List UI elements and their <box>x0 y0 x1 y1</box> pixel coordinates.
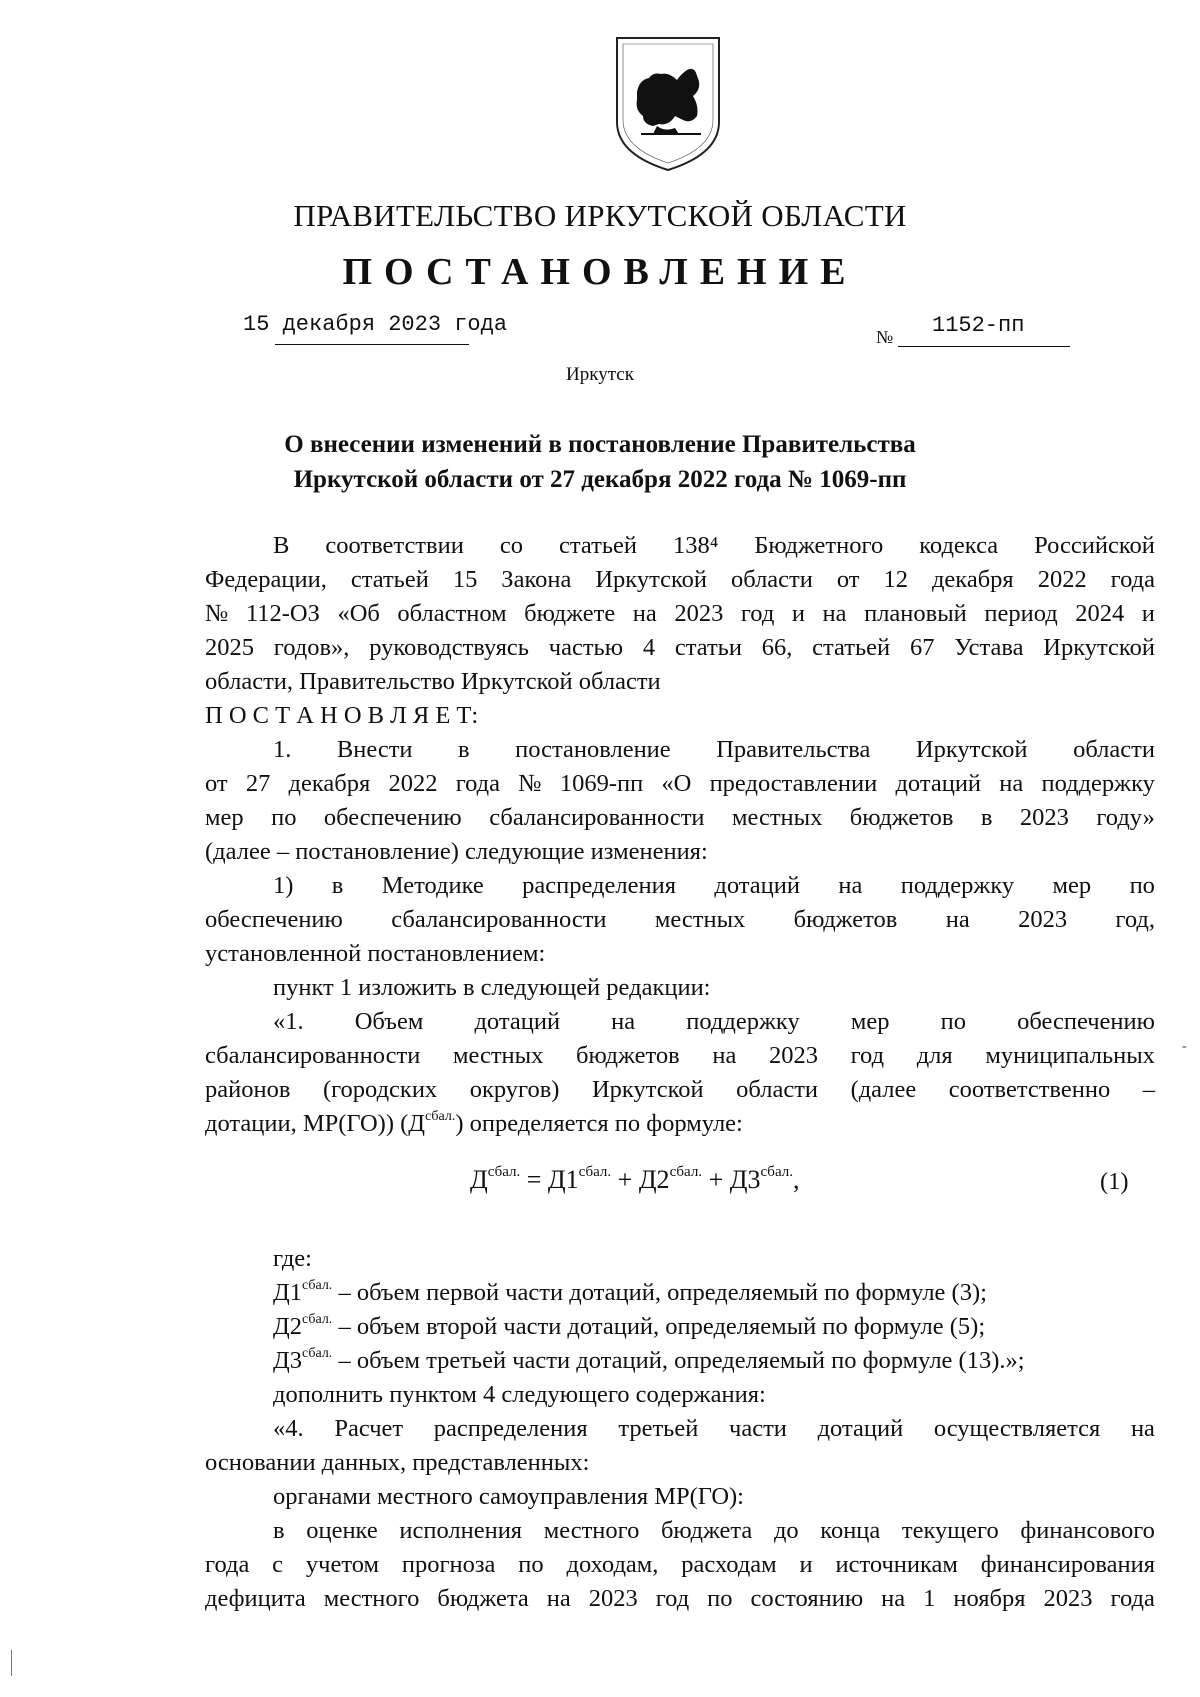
word: В <box>273 532 290 559</box>
paragraph-line: пункт 1 изложить в следующей редакции: <box>273 974 711 1001</box>
word: на <box>945 906 970 933</box>
word: округов) <box>469 1076 560 1103</box>
word: сбалансированности <box>391 906 607 933</box>
word: 138⁴ <box>673 532 719 559</box>
number-sign: № <box>876 327 894 347</box>
justified-line <box>205 1551 1155 1579</box>
word: статьей <box>812 634 891 661</box>
word: «4. <box>273 1415 304 1442</box>
word: в <box>331 872 344 899</box>
justified-line <box>205 906 1155 934</box>
word: 2022 <box>388 770 438 797</box>
word: «О <box>661 770 692 797</box>
word: мер <box>1052 872 1092 899</box>
word: 2023 <box>674 600 724 627</box>
word: 2023 <box>768 1042 818 1069</box>
word: 12 <box>883 566 908 593</box>
scan-artifact <box>11 1650 12 1676</box>
word: области <box>1073 736 1155 763</box>
word: 2023 <box>1018 906 1068 933</box>
word: состоянию <box>750 1585 864 1612</box>
justified-line <box>205 566 1155 594</box>
word: года <box>1110 566 1155 593</box>
word: Федерации, <box>205 566 327 593</box>
word: бюджетов <box>793 906 898 933</box>
justified-line <box>273 1008 1155 1036</box>
word: области <box>736 1076 819 1103</box>
word: сбалансированности <box>489 804 705 831</box>
word: поддержку <box>900 872 1015 899</box>
word: частью <box>548 634 624 661</box>
formula-number: (1) <box>1100 1168 1129 1195</box>
word: год, <box>1115 906 1155 933</box>
word: с <box>272 1551 284 1578</box>
document-body <box>205 0 1155 1697</box>
word: распределения <box>522 872 676 899</box>
word: и <box>799 1551 813 1578</box>
word: обеспечению <box>205 906 343 933</box>
word: № <box>205 600 229 627</box>
word: Расчет <box>334 1415 404 1442</box>
word: 1. <box>273 736 292 763</box>
word: 4 <box>642 634 656 661</box>
word: по <box>940 1008 966 1035</box>
word: на <box>881 1585 906 1612</box>
resolve-word: П О С Т А Н О В Л Я Е Т: <box>205 702 479 729</box>
word: обеспечению <box>323 804 462 831</box>
word: третьей <box>618 1415 699 1442</box>
word: части <box>729 1415 787 1442</box>
word: текущего <box>901 1517 999 1544</box>
word: на <box>712 1042 737 1069</box>
organization-name: ПРАВИТЕЛЬСТВО ИРКУТСКОЙ ОБЛАСТИ <box>293 198 907 233</box>
word: источникам <box>835 1551 958 1578</box>
word: 67 <box>909 634 935 661</box>
justified-line <box>273 1517 1155 1545</box>
word: бюджете <box>524 600 616 627</box>
margin-mark: - <box>1182 1039 1187 1054</box>
word: на <box>838 872 863 899</box>
word: статьей <box>350 566 429 593</box>
word: от <box>836 566 860 593</box>
word: 2023 <box>588 1585 638 1612</box>
title-line-2: Иркутской области от 27 декабря 2022 года № 1069-пп <box>293 466 907 493</box>
word: местных <box>654 906 746 933</box>
word: по <box>707 1585 733 1612</box>
word: дотаций <box>474 1008 561 1035</box>
document-number: 1152-пп <box>932 313 1025 338</box>
justified-line <box>273 872 1155 900</box>
word: учетом <box>305 1551 380 1578</box>
word: 1 <box>923 1585 936 1612</box>
word: в <box>458 736 470 763</box>
justified-line <box>205 1076 1155 1104</box>
word: Объем <box>354 1008 424 1035</box>
word: осуществляется <box>933 1415 1101 1442</box>
word: со <box>499 532 523 559</box>
word: Иркутской <box>595 566 707 593</box>
word: 2024 <box>1075 600 1125 627</box>
word: на <box>822 600 847 627</box>
paragraph-line: дополнить пунктом 4 следующего содержания: <box>273 1381 766 1408</box>
word: 27 <box>245 770 271 797</box>
word: муниципальных <box>985 1042 1155 1069</box>
word: Иркутской <box>591 1076 704 1103</box>
word: бюджетов <box>849 804 954 831</box>
word: поддержку <box>1041 770 1155 797</box>
word: области <box>730 566 813 593</box>
word: Иркутской <box>1043 634 1155 661</box>
word: мер <box>205 804 244 831</box>
justified-line <box>205 770 1155 798</box>
paragraph-line: установленной постановлением: <box>205 940 546 967</box>
word: конца <box>820 1517 881 1544</box>
word: по <box>1129 872 1155 899</box>
word: на <box>1130 1415 1155 1442</box>
word: распределения <box>433 1415 588 1442</box>
word: декабря <box>288 770 371 797</box>
word: на <box>632 600 657 627</box>
justified-line <box>205 1585 1155 1613</box>
word: местных <box>731 804 823 831</box>
word: на <box>546 1585 571 1612</box>
word: постановление <box>515 736 671 763</box>
word: оценке <box>306 1517 378 1544</box>
word: кодекса <box>919 532 999 559</box>
word: дотаций <box>817 1415 904 1442</box>
word: областном <box>397 600 507 627</box>
word: 2025 <box>205 634 254 661</box>
word: Российской <box>1034 532 1155 559</box>
word: статьи <box>674 634 742 661</box>
word: местных <box>452 1042 544 1069</box>
word: районов <box>205 1076 291 1103</box>
word: исполнения <box>399 1517 523 1544</box>
document-type: ПОСТАНОВЛЕНИЕ <box>342 251 858 293</box>
definition-d3: $Д3^{сбал.}$ – объем третьей части дотаций, определяемый по формуле (13).»; <box>273 1345 1025 1374</box>
word: (городских <box>322 1076 438 1103</box>
word: Устава <box>954 634 1024 661</box>
word: 1069-пп <box>559 770 644 797</box>
justified-line <box>273 1415 1155 1443</box>
word: года <box>455 770 501 797</box>
word: предоставлении <box>709 770 878 797</box>
word: 1) <box>273 872 294 899</box>
word: «Об <box>337 600 380 627</box>
justified-line <box>205 1042 1155 1070</box>
word: 2023 <box>1019 804 1069 831</box>
word: в <box>273 1517 285 1544</box>
word: и <box>1141 600 1155 627</box>
word: и <box>791 600 805 627</box>
word: соответственно <box>948 1076 1111 1103</box>
word: года <box>205 1551 250 1578</box>
where-label: где: <box>273 1245 312 1272</box>
word: доходам, <box>566 1551 659 1578</box>
word: 66, <box>761 634 793 661</box>
paragraph-line: области, Правительство Иркутской области <box>205 668 661 695</box>
word: 2023 <box>1043 1585 1093 1612</box>
word: дотаций <box>714 872 800 899</box>
word: год <box>850 1042 885 1069</box>
word: – <box>1142 1076 1155 1103</box>
city-name: Иркутск <box>566 364 634 385</box>
word: по <box>518 1551 544 1578</box>
word: дефицита <box>205 1585 306 1612</box>
word: Методике <box>381 872 484 899</box>
word: от <box>205 770 228 797</box>
paragraph-line: основании данных, представленных: <box>205 1449 590 1476</box>
document-date: 15 декабря 2023 года <box>243 312 508 337</box>
word: ноября <box>953 1585 1026 1612</box>
paragraph-line: (далее – постановление) следующие изменения: <box>205 838 708 865</box>
word: 15 <box>452 566 478 593</box>
word: годов», <box>273 634 350 661</box>
paragraph-line: дотации, МР(ГО)) $(Д^{сбал.})$ определяется по формуле: <box>205 1108 743 1137</box>
word: году» <box>1096 804 1155 831</box>
definition-d1: $Д1^{сбал.}$ – объем первой части дотаций, определяемый по формуле (3); <box>273 1277 987 1306</box>
word: бюджета <box>660 1517 753 1544</box>
paragraph-line: органами местного самоуправления МР(ГО): <box>273 1483 744 1510</box>
word: года <box>1110 1585 1155 1612</box>
word: Иркутской <box>915 736 1028 763</box>
word: местного <box>323 1585 420 1612</box>
word: год <box>740 600 775 627</box>
word: руководствуясь <box>369 634 529 661</box>
word: местного <box>543 1517 640 1544</box>
word: мер <box>850 1008 890 1035</box>
word: плановый <box>864 600 967 627</box>
word: на <box>999 770 1024 797</box>
word: статьей <box>559 532 637 559</box>
word: в <box>980 804 993 831</box>
word: поддержку <box>686 1008 800 1035</box>
word: 112-ОЗ <box>245 600 320 627</box>
word: год <box>655 1585 690 1612</box>
justified-line <box>205 634 1155 662</box>
word: для <box>916 1042 953 1069</box>
word: расходам <box>681 1551 777 1578</box>
word: прогноза <box>401 1551 496 1578</box>
justified-line <box>273 736 1155 764</box>
word: «1. <box>273 1008 304 1035</box>
justified-line <box>205 804 1155 832</box>
word: период <box>984 600 1058 627</box>
word: до <box>773 1517 799 1544</box>
word: обеспечению <box>1017 1008 1155 1035</box>
definition-d2: $Д2^{сбал.}$ – объем второй части дотаций, определяемый по формуле (5); <box>273 1311 986 1340</box>
word: (далее <box>850 1076 917 1103</box>
word: Правительства <box>716 736 871 763</box>
word: соответствии <box>325 532 464 559</box>
word: сбалансированности <box>205 1042 421 1069</box>
title-line-1: О внесении изменений в постановление Правительства <box>284 431 916 458</box>
word: Внести <box>336 736 413 763</box>
word: на <box>611 1008 636 1035</box>
word: финансирования <box>980 1551 1155 1578</box>
word: дотаций <box>895 770 982 797</box>
word: 2022 <box>1037 566 1087 593</box>
word: финансового <box>1020 1517 1155 1544</box>
word: бюджетов <box>576 1042 680 1069</box>
word: по <box>271 804 297 831</box>
formula-1: $Д^{сбал.} = Д1^{сбал.} + Д2^{сбал.} + Д3^{сбал.}$, <box>470 1164 800 1194</box>
justified-line <box>273 532 1155 560</box>
word: № <box>518 770 542 797</box>
word: Закона <box>501 566 572 593</box>
word: декабря <box>931 566 1014 593</box>
justified-line <box>205 600 1155 628</box>
word: бюджета <box>437 1585 529 1612</box>
word: Бюджетного <box>754 532 884 559</box>
